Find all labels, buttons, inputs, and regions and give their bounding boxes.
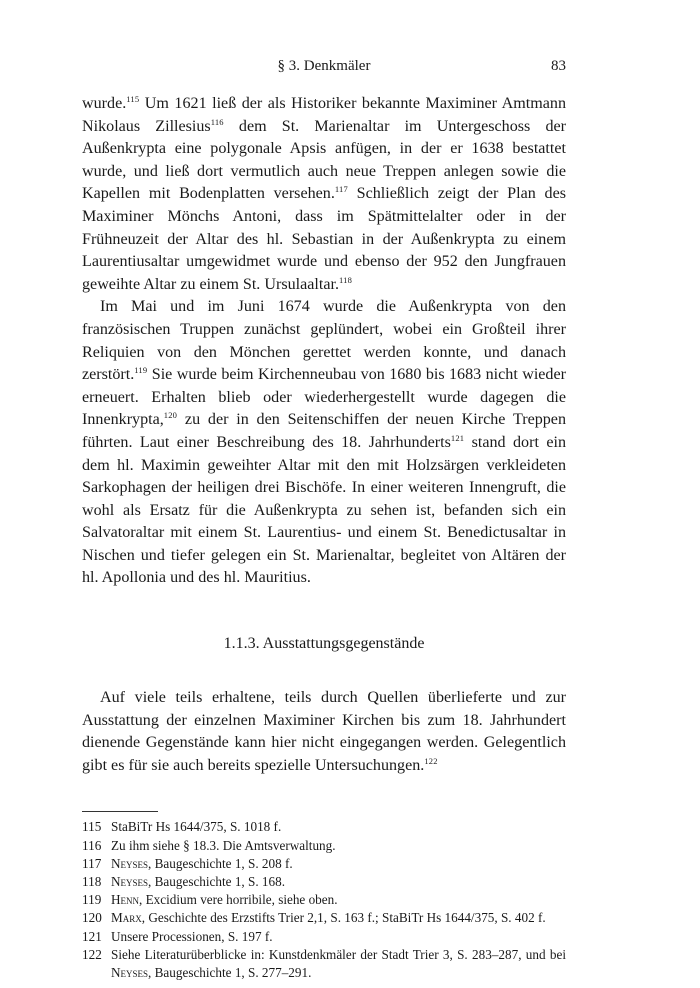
text-run: , Excidium vere horribile, siehe oben. xyxy=(139,892,338,908)
text-run: , Baugeschichte 1, S. 168. xyxy=(148,874,286,890)
footnote-ref: 115 xyxy=(126,94,140,104)
text-run: Unsere Processionen, S. 197 f. xyxy=(111,928,273,944)
footnote-text xyxy=(111,891,566,909)
footnote-number: 122 xyxy=(82,946,102,962)
footnote-116 xyxy=(82,837,566,855)
running-head-title: § 3. Denkmäler xyxy=(277,58,371,74)
footnote-122 xyxy=(82,946,566,982)
text-run: wurde. xyxy=(82,95,127,112)
author-name: Henn xyxy=(111,892,140,908)
page-number: 83 xyxy=(551,58,566,74)
paragraph-1 xyxy=(82,93,566,296)
footnote-text xyxy=(111,946,566,982)
footnote-121 xyxy=(82,928,566,946)
footnote-text xyxy=(111,909,566,927)
footnote-text xyxy=(111,928,566,946)
text-run: dem St. Marienaltar im Untergeschoss der Außenkrypta eine polygonale Apsis anfügen, in der er 1638 bestattet wurde, und ließ dort vermutlich auch neue Treppen anlegen sowie die Kapellen mit Bodenplatten versehen. xyxy=(82,117,566,203)
footnote-rule xyxy=(82,811,158,812)
footnote-ref: 121 xyxy=(450,432,465,443)
running-head xyxy=(82,58,566,80)
page xyxy=(82,58,566,982)
footnote-text xyxy=(111,837,566,855)
footnote-119 xyxy=(82,891,566,909)
text-run: Siehe Literaturüberblicke in: Kunstdenkmäler der Stadt Trier 3, S. 283–287, und bei xyxy=(111,946,566,962)
footnote-number: 117 xyxy=(82,855,102,871)
paragraph-2 xyxy=(82,296,566,590)
footnote-number: 121 xyxy=(82,928,102,944)
body-text xyxy=(82,93,566,777)
paragraph-3 xyxy=(82,687,566,777)
footnote-120 xyxy=(82,909,566,927)
footnote-text xyxy=(111,873,566,891)
text-run: Um 1621 ließ der als Historiker bekannte Maximiner Amtmann Nikolaus Zillesius xyxy=(82,95,566,135)
author-name: Marx xyxy=(111,910,142,926)
footnote-number: 115 xyxy=(82,819,102,835)
text-run: , Baugeschichte 1, S. 208 f. xyxy=(148,855,293,871)
text-run: StaBiTr Hs 1644/375, S. 1018 f. xyxy=(111,819,282,835)
text-run: , Geschichte des Erzstifts Trier 2,1, S. 163 f.; StaBiTr Hs 1644/375, S. 402 f. xyxy=(141,910,546,926)
footnote-ref: 120 xyxy=(163,410,178,421)
footnote-ref: 117 xyxy=(334,184,348,195)
footnote-number: 118 xyxy=(82,874,102,890)
footnote-text xyxy=(111,818,566,836)
text-run: Zu ihm siehe § 18.3. Die Amtsverwaltung. xyxy=(111,837,336,853)
footnote-118 xyxy=(82,873,566,891)
footnotes xyxy=(82,818,566,982)
text-run: Im Mai und im Juni 1674 wurde die Außenkrypta von den französischen Truppen zunächst geplündert, wobei ein Großteil ihrer Reliquien von den Mönchen gerettet werden konnte, und danach zerstört. xyxy=(82,298,566,384)
text-run: Sie wurde beim Kirchenneubau von 1680 bis 1683 nicht wieder erneuert. Erhalten blieb oder wiederhergestellt wurde dagegen die Innenkrypta, xyxy=(82,366,566,429)
footnote-ref: 119 xyxy=(134,365,148,376)
footnote-ref: 118 xyxy=(338,274,353,285)
author-name: Neyses xyxy=(111,855,149,871)
section-heading: 1.1.3. Ausstattungsgegenstände xyxy=(223,635,425,653)
text-run: , Baugeschichte 1, S. 277–291. xyxy=(148,965,312,981)
footnote-number: 120 xyxy=(82,910,102,926)
footnote-ref: 116 xyxy=(210,116,224,127)
footnote-117 xyxy=(82,855,566,873)
text-run: stand dort ein dem hl. Maximin geweihter Altar mit den mit Holzsärgen verkleideten Sarkophagen der heiligen drei Bischöfe. In einer weiteren Innengruft, die wohl als Ersatz für die Außenkrypta zu sehen ist, befanden sich ein Salvatoraltar mit einem St. Laurentius- und einem St. Benedictusaltar in Nischen und tiefer gelegen ein St. Marienaltar, begleitet von Altären der hl. Apollonia und des hl. Mauritius. xyxy=(82,433,566,587)
footnote-text xyxy=(111,855,566,873)
footnote-115 xyxy=(82,818,566,836)
text-run: Schließlich zeigt der Plan des Maximiner Mönchs Antoni, dass im Spätmittelalter oder in der Frühneuzeit der Altar des hl. Sebastian in der Außenkrypta zu einem Laurentiusaltar umgewidmet wurde und ebenso der 952 den Jungfrauen geweihte Altar zu einem St. Ursulaaltar. xyxy=(82,185,566,293)
footnote-ref: 122 xyxy=(424,755,438,766)
footnote-number: 116 xyxy=(82,837,102,853)
author-name: Neyses xyxy=(111,874,149,890)
text-run: zu der in den Seitenschiffen der neuen Kirche Treppen führten. Laut einer Beschreibung des 18. Jahrhunderts xyxy=(82,411,566,451)
author-name: Neyses xyxy=(111,965,149,981)
text-run: Auf viele teils erhaltene, teils durch Quellen überlieferte und zur Ausstattung der einzelnen Maximiner Kirchen bis zum 18. Jahrhundert dienende Gegenstände kann hier nicht eingegangen werden. Gelegentlich gibt es für sie auch bereits spezielle Untersuchungen. xyxy=(82,689,566,774)
footnote-number: 119 xyxy=(82,892,102,908)
